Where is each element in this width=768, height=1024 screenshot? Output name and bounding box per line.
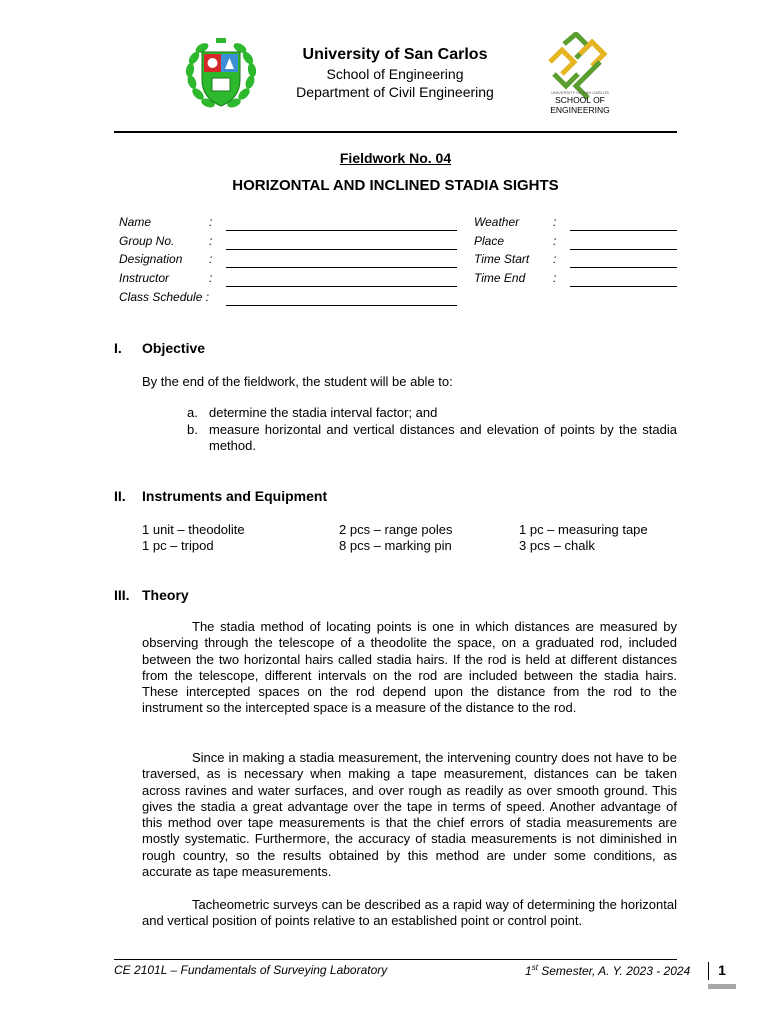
place-field-line[interactable]: [570, 249, 677, 250]
school-name: School of Engineering: [326, 66, 464, 82]
equipment-item: 3 pcs – chalk: [519, 538, 595, 553]
section-3-number: III.: [114, 587, 130, 603]
form-colon: :: [209, 252, 213, 266]
semester-ordinal-suffix: st: [531, 963, 538, 972]
fieldwork-number: Fieldwork No. 04: [339, 150, 452, 166]
form-label-name: Name: [119, 215, 152, 229]
objective-item-a: determine the stadia interval factor; and: [209, 405, 438, 420]
form-label-group-no: Group No.: [119, 234, 175, 248]
form-label-designation: Designation: [119, 252, 183, 266]
form-colon: :: [553, 234, 557, 248]
equipment-item: 8 pcs – marking pin: [339, 538, 452, 553]
form-label-weather: Weather: [474, 215, 520, 229]
semester-text: Semester, A. Y. 2023 - 2024: [537, 964, 691, 978]
footer-course: CE 2101L – Fundamentals of Surveying Laboratory: [114, 963, 388, 977]
header-divider: [114, 131, 677, 133]
designation-field-line[interactable]: [226, 267, 457, 268]
theory-paragraph-2: Since in making a stadia measurement, the intervening country does not have to be traversed, as is necessary when making a tape measurement, distances can be taken across ravines and water surfaces, and over rough as readily as over smooth ground. This gives the stadia a great advantage over the tape in terms of speed. Another advantage of this method over tape measurements is that the chief errors of stadia measurements are mostly systematic. Furthermore, the accuracy of stadia measurements is not diminished in rough country, so the results obtained by this method are under some conditions, as accurate as tape measurements.: [142, 750, 677, 880]
form-label-time-end: Time End: [474, 271, 526, 285]
objective-item-b: measure horizontal and vertical distances and elevation of points by the stadia method.: [209, 422, 677, 454]
logo-university-caption: UNIVERSITY OF SAN CARLOS: [551, 90, 609, 95]
logo-engineering-caption: ENGINEERING: [550, 105, 610, 115]
weather-field-line[interactable]: [570, 230, 677, 231]
form-colon: :: [209, 271, 213, 285]
objective-intro: By the end of the fieldwork, the student will be able to:: [142, 374, 453, 389]
logo-school-caption: SCHOOL OF: [555, 95, 605, 105]
document-title: HORIZONTAL AND INCLINED STADIA SIGHTS: [232, 177, 559, 194]
footer-semester: [525, 963, 690, 978]
page-number: 1: [718, 962, 726, 978]
instructor-field-line[interactable]: [226, 286, 457, 287]
objective-item-marker: b.: [187, 422, 198, 437]
form-colon: :: [553, 215, 557, 229]
section-2-number: II.: [114, 488, 126, 504]
page-number-bar: [708, 984, 736, 989]
class-schedule-field-line[interactable]: [226, 305, 457, 306]
section-2-heading: Instruments and Equipment: [142, 488, 328, 504]
semester-ordinal: 1: [525, 964, 532, 978]
form-label-instructor: Instructor: [119, 271, 170, 285]
footer-divider: [114, 959, 677, 960]
form-label-class-schedule: Class Schedule :: [119, 290, 210, 304]
form-colon: :: [209, 215, 213, 229]
equipment-item: 2 pcs – range poles: [339, 522, 453, 537]
equipment-item: 1 pc – measuring tape: [519, 522, 648, 537]
section-1-heading: Objective: [142, 340, 206, 356]
theory-paragraph-1: The stadia method of locating points is one in which distances are measured by observing through the telescope of a theodolite the space, on a graduated rod, included between the two horizontal hairs called stadia hairs. If the rod is held at different distances from the telescope, different intervals on the rod are included between the stadia hairs. These intercepted spaces on the rod depend upon the distance from the rod to the instrument so the intercepted space is a measure of the distance to the rod.: [142, 619, 677, 716]
form-label-time-start: Time Start: [474, 252, 530, 266]
form-label-place: Place: [474, 234, 505, 248]
name-field-line[interactable]: [226, 230, 457, 231]
objective-item-marker: a.: [187, 405, 198, 420]
form-colon: :: [553, 252, 557, 266]
department-name: Department of Civil Engineering: [296, 84, 494, 100]
form-colon: :: [209, 234, 213, 248]
school-of-engineering-logo: [540, 32, 620, 116]
university-name: University of San Carlos: [302, 46, 488, 63]
time-end-field-line[interactable]: [570, 286, 677, 287]
equipment-item: 1 unit – theodolite: [142, 522, 245, 537]
section-3-heading: Theory: [142, 587, 189, 603]
theory-paragraph-3: Tacheometric surveys can be described as a rapid way of determining the horizontal and vertical position of points relative to an established point or control point.: [142, 897, 677, 929]
equipment-item: 1 pc – tripod: [142, 538, 214, 553]
time-start-field-line[interactable]: [570, 267, 677, 268]
section-1-number: I.: [114, 340, 122, 356]
group-no-field-line[interactable]: [226, 249, 457, 250]
form-colon: :: [553, 271, 557, 285]
